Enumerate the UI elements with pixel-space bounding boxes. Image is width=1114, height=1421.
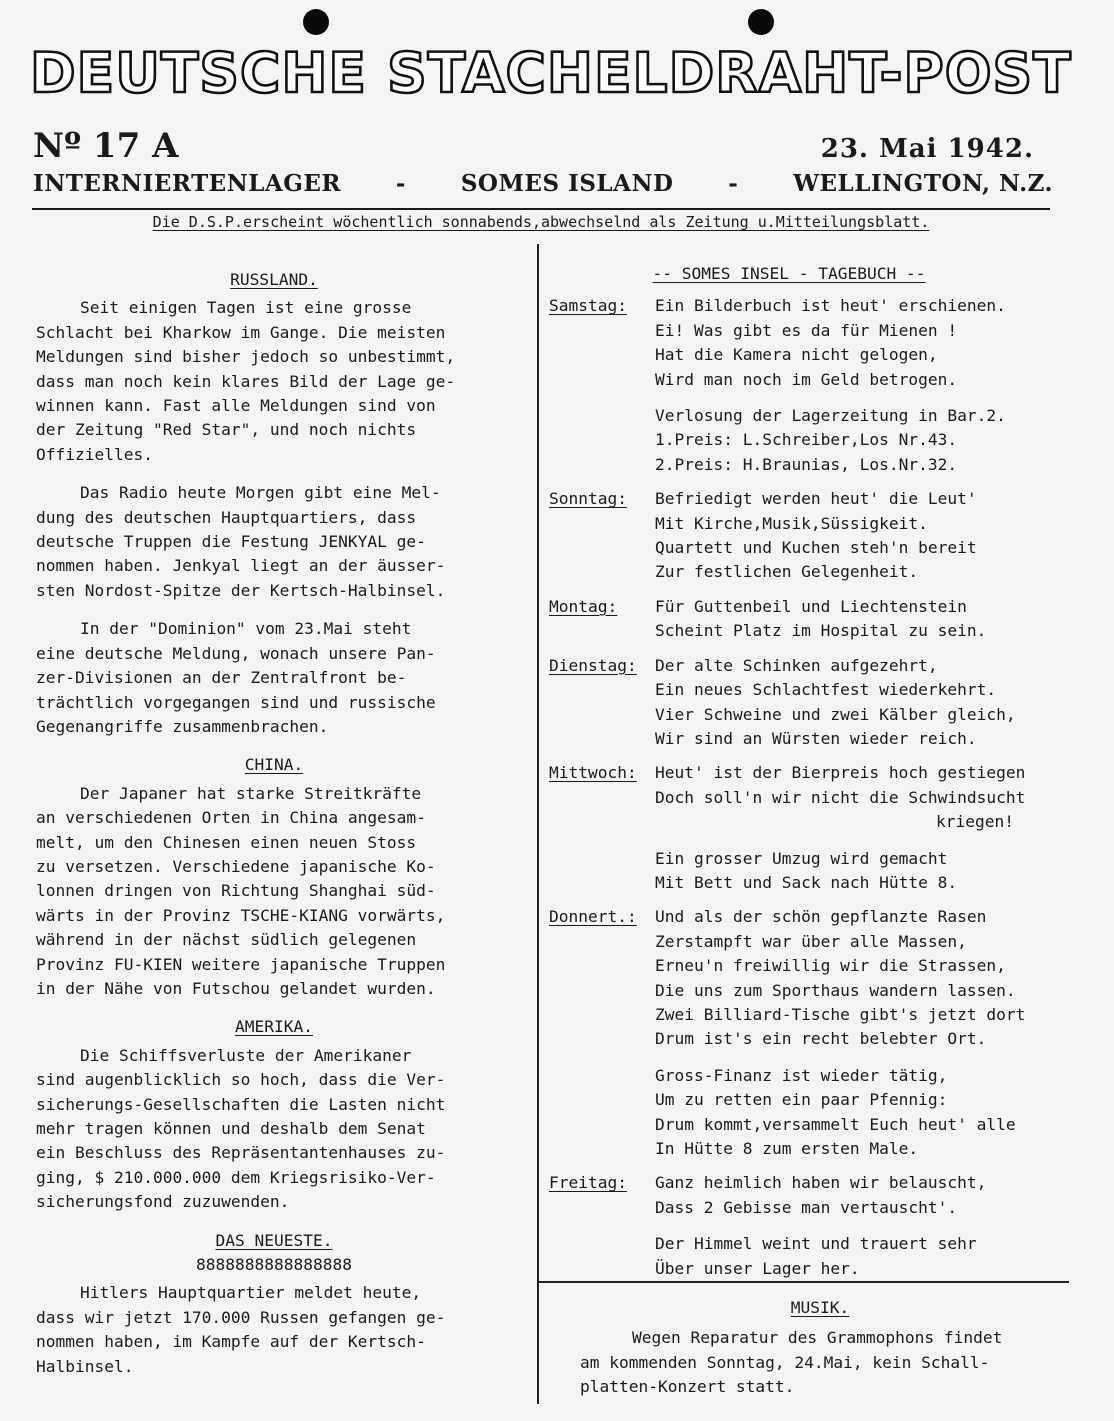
text-line: an verschiedenen Orten in China angesam- [36, 808, 426, 828]
verse-line: Wir sind an Würsten wieder reich. [655, 728, 977, 748]
diary-verse [655, 1171, 1084, 1281]
verse-line: Doch soll'n wir nicht die Schwindsucht [655, 787, 1026, 807]
text-line: sicherungsfond zuzuwenden. [36, 1192, 290, 1212]
section-amerika [36, 1015, 512, 1214]
text-line: Offizielles. [36, 444, 153, 464]
stanza [655, 905, 1084, 1051]
article-paragraph [36, 481, 512, 603]
text-line: Meldungen sind bisher jedoch so unbestimmt, [36, 347, 456, 367]
diary-heading: -- SOMES INSEL - TAGEBUCH -- [652, 264, 926, 283]
verse-line: Zerstampft war über alle Massen, [655, 931, 967, 951]
text-line: dass man noch kein klares Bild der Lage ge- [36, 371, 456, 391]
text-line: ein Beschluss des Repräsentantenhauses zu- [36, 1143, 446, 1163]
text-line: eine deutsche Meldung, wonach unsere Pan- [36, 643, 436, 663]
verse-line: 2.Preis: H.Braunias, Los.Nr.32. [655, 454, 958, 474]
text-line: melt, um den Chinesen einen neuen Stoss [36, 832, 417, 852]
article-paragraph [36, 1281, 512, 1379]
amerika-heading: AMERIKA. [235, 1017, 313, 1037]
punch-hole [748, 9, 774, 35]
verse-line: Der Himmel weint und trauert sehr [655, 1234, 977, 1254]
text-line: deutsche Truppen die Festung JENKYAL ge- [36, 532, 426, 552]
diary-entry [549, 1171, 1084, 1281]
verse-line: Hat die Kamera nicht gelogen, [655, 345, 938, 365]
text-line: trächtlich vorgegangen sind und russische [36, 692, 436, 712]
column-divider [537, 244, 539, 1404]
section-china [36, 753, 512, 1001]
article-paragraph [36, 617, 512, 739]
diary-entry [549, 294, 1084, 477]
text-line: Schlacht bei Kharkow im Gange. Die meisten [36, 322, 446, 342]
verse-line: Für Guttenbeil und Liechtenstein [655, 596, 967, 616]
stanza [655, 1064, 1084, 1162]
section-neueste [36, 1229, 512, 1379]
text-line: sicherungs-Gesellschaften die Lasten nicht [36, 1094, 446, 1114]
diary-verse [655, 654, 1084, 752]
text-line: Halbinsel. [36, 1356, 134, 1376]
diary-verse [655, 905, 1084, 1161]
text-line: zu versetzen. Verschiedene japanische Ko- [36, 856, 436, 876]
text-line: ging, $ 210.000.000 dem Kriegsrisiko-Ver- [36, 1167, 436, 1187]
verse-line: Befriedigt werden heut' die Leut' [655, 489, 977, 509]
verse-line: Zwei Billiard-Tische gibt's jetzt dort [655, 1004, 1026, 1024]
verse-line: 1.Preis: L.Schreiber,Los Nr.43. [655, 430, 958, 450]
text-line: winnen kann. Fast alle Meldungen sind von [36, 396, 436, 416]
masthead-title: DEUTSCHE STACHELDRAHT-POST [30, 41, 1072, 105]
separator: - [728, 170, 739, 197]
stanza [655, 294, 1084, 392]
verse-line: Wird man noch im Geld betrogen. [655, 369, 958, 389]
diary-day: Mittwoch: [549, 763, 637, 783]
diary-verse [655, 761, 1084, 895]
verse-line: Mit Kirche,Musik,Süssigkeit. [655, 513, 928, 533]
verse-line: Ein Bilderbuch ist heut' erschienen. [655, 296, 1006, 316]
diary-day: Freitag: [549, 1173, 627, 1193]
verse-line: Dass 2 Gebisse man vertauscht'. [655, 1197, 958, 1217]
verse-line: Ein neues Schlachtfest wiederkehrt. [655, 680, 997, 700]
text-line: nommen haben, im Kampfe auf der Kertsch- [36, 1332, 426, 1352]
text-line: zer-Divisionen an der Zentralfront be- [36, 668, 407, 688]
text-line: Das Radio heute Morgen gibt eine Mel- [80, 483, 441, 503]
diary-verse [655, 294, 1084, 477]
verse-line: Quartett und Kuchen steh'n bereit [655, 538, 977, 558]
verse-line: Drum kommt,versammelt Euch heut' alle [655, 1114, 1016, 1134]
article-paragraph [36, 1044, 512, 1215]
diary-day: Dienstag: [549, 655, 637, 675]
text-line: platten-Konzert statt. [580, 1377, 795, 1397]
text-line: lonnen dringen von Richtung Shanghai süd- [36, 881, 436, 901]
left-column [36, 268, 512, 1393]
text-line: nommen haben. Jenkyal liegt an der äusser- [36, 556, 446, 576]
heading-underline-mark: 8888888888888888 [196, 1255, 352, 1275]
stanza [655, 654, 1084, 752]
verse-line: Zur festlichen Gelegenheit. [655, 562, 919, 582]
musik-section [540, 1296, 1100, 1400]
text-line: dass wir jetzt 170.000 Russen gefangen ge- [36, 1307, 446, 1327]
text-line: sten Nordost-Spitze der Kertsch-Halbinsel. [36, 580, 446, 600]
verse-line: Erneu'n freiwillig wir die Strassen, [655, 956, 1006, 976]
text-line: am kommenden Sonntag, 24.Mai, kein Schall- [580, 1352, 990, 1372]
text-line: Gegenangriffe zusammenbrachen. [36, 716, 329, 736]
text-line: Die Schiffsverluste der Amerikaner [80, 1045, 412, 1065]
verse-line: Drum ist's ein recht belebter Ort. [655, 1029, 987, 1049]
text-line: Wegen Reparatur des Grammophons findet [632, 1328, 1003, 1348]
camp-name: INTERNIERTENLAGER [33, 170, 342, 197]
verse-line: Ei! Was gibt es da für Mienen ! [655, 320, 958, 340]
verse-line: Um zu retten ein paar Pfennig: [655, 1090, 948, 1110]
diary-verse [655, 487, 1084, 585]
verse-line: In Hütte 8 zum ersten Male. [655, 1139, 919, 1158]
diary-verse [655, 595, 1084, 644]
text-line: In der "Dominion" vom 23.Mai steht [80, 619, 412, 639]
verse-line: Der alte Schinken aufgezehrt, [655, 655, 938, 675]
section-russland [36, 268, 512, 739]
verse-line: Ein grosser Umzug wird gemacht [655, 848, 948, 868]
verse-line: Heut' ist der Bierpreis hoch gestiegen [655, 763, 1026, 783]
verse-line: Über unser Lager her. [655, 1258, 860, 1278]
text-line: während in der nächst südlich gelegenen [36, 930, 417, 950]
location-line [33, 170, 1053, 197]
text-line: mehr tragen können und deshalb dem Senat [36, 1119, 426, 1138]
verse-line: kriegen! [936, 812, 1014, 832]
china-heading: CHINA. [244, 755, 304, 775]
diary-day: Donnert.: [549, 907, 637, 927]
diary-column [549, 262, 1084, 1291]
punch-hole [303, 9, 329, 35]
musik-text [540, 1326, 1100, 1399]
verse-line: Und als der schön gepflanzte Rasen [655, 907, 987, 927]
text-line: sind augenblicklich so hoch, dass die Ver- [36, 1070, 446, 1090]
neueste-heading: DAS NEUESTE. [215, 1230, 333, 1250]
separator: - [395, 170, 406, 197]
verse-line: Ganz heimlich haben wir belauscht, [655, 1173, 987, 1193]
verse-line: Mit Bett und Sack nach Hütte 8. [655, 872, 958, 892]
city-name: WELLINGTON, N.Z. [793, 170, 1053, 197]
diary-day: Sonntag: [549, 489, 627, 509]
verse-line: Vier Schweine und zwei Kälber gleich, [655, 704, 1016, 724]
stanza [655, 487, 1084, 585]
stanza [655, 595, 1084, 644]
stanza [655, 404, 1084, 477]
russland-heading: RUSSLAND. [230, 270, 318, 289]
musik-heading: MUSIK. [790, 1298, 850, 1317]
diary-entry [549, 654, 1084, 752]
diary-entry [549, 487, 1084, 585]
verse-line: Verlosung der Lagerzeitung in Bar.2. [655, 406, 1006, 426]
header-rule [32, 208, 1050, 210]
diary-day: Samstag: [549, 296, 627, 316]
issue-number: Nº 17 A [33, 126, 179, 166]
stanza [655, 847, 1084, 896]
verse-line: Gross-Finanz ist wieder tätig, [655, 1065, 948, 1085]
island-name: SOMES ISLAND [460, 170, 674, 197]
text-line: wärts in der Provinz TSCHE-KIANG vorwärts, [36, 905, 446, 925]
diary-entry [549, 905, 1084, 1161]
stanza [655, 1171, 1084, 1220]
stanza [655, 761, 1084, 834]
article-paragraph [36, 782, 512, 1002]
tagline: Die D.S.P.erscheint wöchentlich sonnabends,abwechselnd als Zeitung u.Mitteilungsblatt. [152, 213, 930, 231]
diary-day: Montag: [549, 596, 618, 616]
verse-line: Die uns zum Sporthaus wandern lassen. [655, 980, 1016, 1000]
article-paragraph [36, 296, 512, 467]
text-line: Der Japaner hat starke Streitkräfte [80, 783, 422, 803]
verse-line: Scheint Platz im Hospital zu sein. [655, 621, 987, 641]
text-line: Hitlers Hauptquartier meldet heute, [80, 1283, 422, 1303]
text-line: dung des deutschen Hauptquartiers, dass [36, 507, 417, 527]
diary-entry [549, 595, 1084, 644]
text-line: der Zeitung "Red Star", und noch nichts [36, 420, 417, 440]
issue-date: 23. Mai 1942. [820, 134, 1034, 164]
text-line: Provinz FU-KIEN weitere japanische Truppen [36, 954, 446, 974]
diary-entry [549, 761, 1084, 895]
text-line: Seit einigen Tagen ist eine grosse [80, 298, 412, 318]
text-line: in der Nähe von Futschou gelandet wurden. [36, 978, 436, 998]
stanza [655, 1232, 1084, 1281]
